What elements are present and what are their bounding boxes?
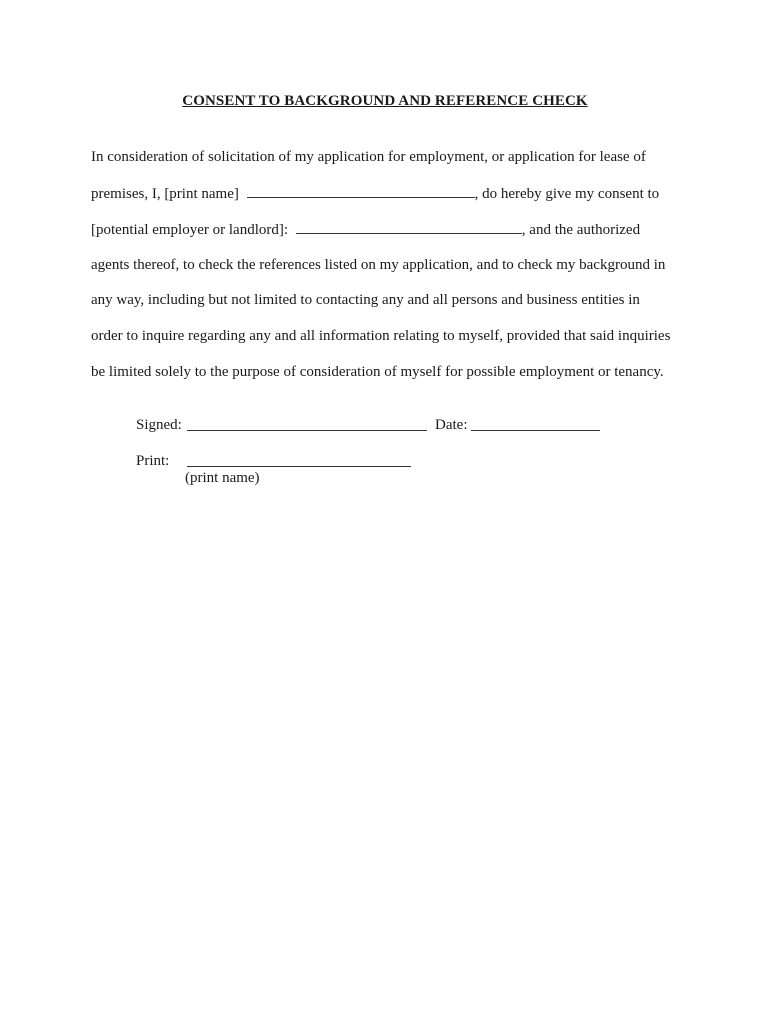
document-title: CONSENT TO BACKGROUND AND REFERENCE CHECK [182, 93, 588, 109]
paragraph-line: be limited solely to the purpose of consideration of myself for possible employment or tenancy. [91, 364, 664, 380]
consent-text: , do hereby give my consent to [474, 186, 660, 202]
paragraph-line [91, 220, 640, 239]
paragraph-line: any way, including but not limited to contacting any and all persons and business entities in [91, 292, 640, 308]
print-name-line[interactable] [187, 466, 411, 467]
signature-line[interactable] [187, 430, 427, 431]
paragraph-line: In consideration of solicitation of my application for employment, or application for lease of [91, 149, 646, 165]
signed-label: Signed: [136, 417, 182, 433]
employer-blank[interactable] [296, 220, 522, 234]
paragraph-line [91, 184, 659, 203]
print-label: Print: [136, 453, 170, 469]
authorized-text: , and the authorized [521, 222, 641, 238]
print-name-label: premises, I, [print name] [91, 186, 239, 202]
date-line[interactable] [471, 430, 600, 431]
print-name-blank[interactable] [247, 184, 475, 198]
paragraph-line: agents thereof, to check the references listed on my application, and to check my background in [91, 257, 666, 273]
print-name-caption: (print name) [185, 470, 260, 486]
date-label: Date: [435, 417, 468, 433]
employer-label: [potential employer or landlord]: [91, 222, 289, 238]
paragraph-line: order to inquire regarding any and all information relating to myself, provided that said inquiries [91, 328, 671, 344]
